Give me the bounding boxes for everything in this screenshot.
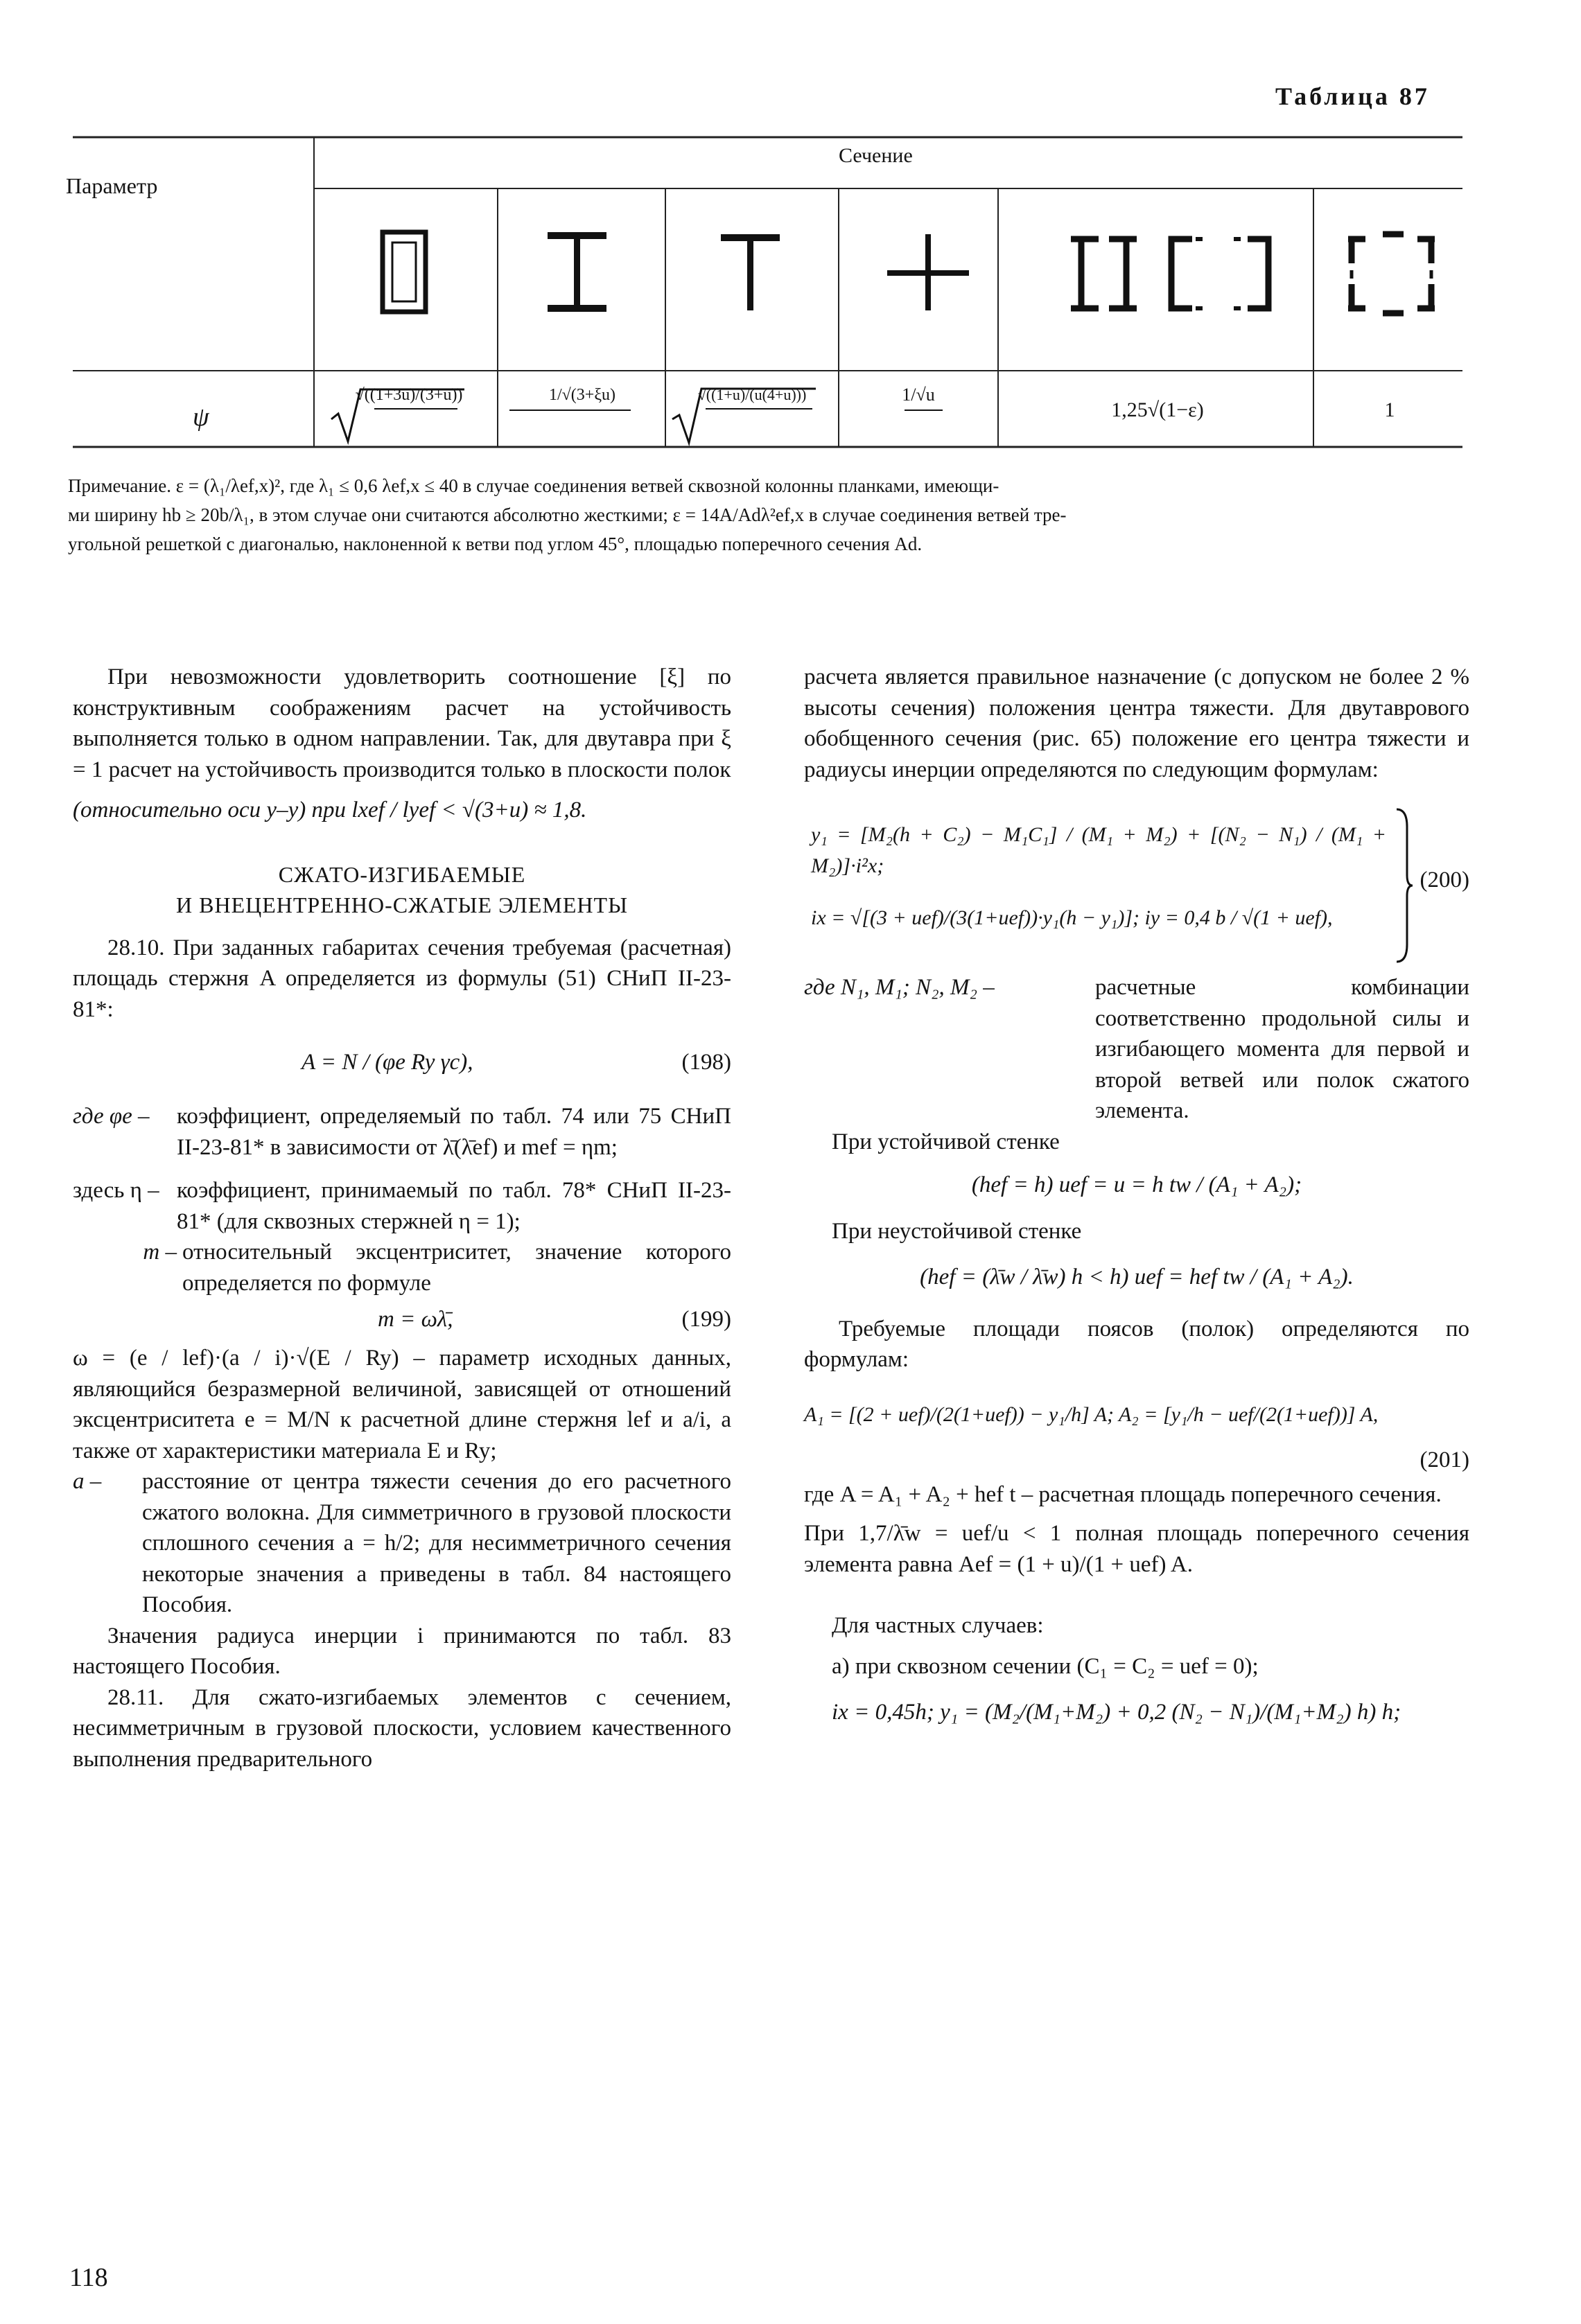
- double-channel-section-icon: [1071, 239, 1268, 308]
- table-note: [68, 471, 1489, 558]
- paragraph-28-10: 28.10. При заданных габаритах сечения требуемая (расчетная) площадь стержня A определяется из формулы (51) СНиП II-23-81*:: [73, 935, 731, 1022]
- definition-phi: [73, 1101, 731, 1163]
- i-beam-section-icon: [548, 232, 606, 312]
- definition-m: [73, 1237, 731, 1299]
- paragraph-28-11: 28.11. Для сжато-изгибаемых элементов с сечением, несимметричным в грузовой плоскости, условием качественного выполнения предварительного: [73, 1684, 731, 1772]
- unstable-web-label: При неустойчивой стенке: [832, 1218, 1082, 1244]
- right-paragraph-1: расчета является правильное назначение (с допуском не более 2 % высоты сечения) положения центра тяжести. Для двутаврового обобщенного сечения (рис. 65) положение его центра тяжести и радиусы инерции определяются по следующим формулам:: [804, 664, 1469, 782]
- definition-eta-key: здесь η –: [73, 1178, 159, 1203]
- effective-area-condition: При 1,7/λ̄w = uef/u < 1 полная площадь поперечного сечения элемента равна Aef = (1 + u)/(1 + uef) A.: [804, 1521, 1469, 1577]
- definition-forces-value: расчетные комбинации соответственно продольной силы и изгибающего момента для первой и второй ветвей или полок сжатого элемента.: [1095, 975, 1469, 1123]
- left-paragraph-radius: Значения радиуса инерции i принимаются по табл. 83 настоящего Пособия.: [73, 1623, 731, 1679]
- equation-199: [73, 1299, 731, 1343]
- psi-cell-channels: 1,25√(1−ε): [1111, 398, 1204, 421]
- equation-199-body: m = ωλ̄,: [378, 1307, 453, 1332]
- stable-web-label: При устойчивой стенке: [832, 1129, 1060, 1154]
- psi-cell-i-beam: 1/√(3+ξu): [548, 386, 616, 404]
- equation-198-number: (198): [681, 1050, 731, 1075]
- left-column: [73, 662, 731, 1775]
- psi-label: ψ: [193, 403, 209, 432]
- equation-201-number: (201): [1420, 1447, 1469, 1472]
- equation-200-number: (200): [1420, 868, 1469, 892]
- right-column: [804, 662, 1469, 1728]
- definition-eta-value: коэффициент, принимаемый по табл. 78* СНиП II-23-81* (для сквозных стержней η = 1);: [177, 1178, 731, 1234]
- flange-area-intro: Требуемые площади поясов (полок) определяются по формулам:: [804, 1316, 1469, 1372]
- psi-cell-box: √((1+3u)/(3+u)): [355, 386, 463, 404]
- box-section-icon: [383, 232, 426, 312]
- definition-m-key: m –: [143, 1240, 177, 1265]
- equation-199-number: (199): [681, 1307, 731, 1332]
- slenderness-formula: (относительно оси y–y) при lxef / lyef < √(3+u) ≈ 1,8.: [73, 798, 587, 822]
- stable-web-formula: (hef = h) uef = u = h tw / (A₁ + A₂);: [971, 1172, 1302, 1197]
- special-cases-label: Для частных случаев:: [832, 1613, 1044, 1638]
- unstable-web-formula: (hef = (λ̄w / λ̄w) h < h) uef = hef tw / (A₁ + A₂).: [920, 1265, 1354, 1289]
- laced-box-section-icon: [1348, 234, 1435, 313]
- definition-a: [73, 1466, 731, 1621]
- case-a-label: а) при сквозном сечении (C₁ = C₂ = uef = 0);: [832, 1653, 1259, 1679]
- section-heading-line-2: И ВНЕЦЕНТРЕННО-СЖАТЫЕ ЭЛЕМЕНТЫ: [176, 892, 628, 917]
- psi-cell-t-beam: √((1+u)/(u(4+u))): [697, 386, 807, 403]
- psi-cell-laced: 1: [1384, 398, 1395, 421]
- equation-201-body: A₁ = [(2 + uef)/(2(1+uef)) − y₁/h] A; A₂ = [y₁/h − uef/(2(1+uef))] A,: [804, 1402, 1379, 1426]
- definition-phi-key: где φe –: [73, 1104, 150, 1129]
- section-heading-line-1: СЖАТО-ИЗГИБАЕМЫЕ: [278, 861, 526, 887]
- total-area-definition: где A = A₁ + A₂ + hef t – расчетная площадь поперечного сечения.: [804, 1481, 1442, 1507]
- definition-forces-key: где N₁, M₁; N₂, M₂ –: [804, 975, 995, 1000]
- equation-200-line-2: ix = √[(3 + uef)/(3(1+uef))·y₁(h − y₁)]; iy = 0,4 b / √(1 + uef),: [811, 906, 1333, 929]
- definition-a-key: a –: [73, 1469, 102, 1494]
- t-beam-section-icon: [721, 234, 780, 310]
- equation-198-body: A = N / (φe Ry γc),: [302, 1050, 473, 1075]
- omega-definition: ω = (e / lef)·(a / i)·√(E / Ry) – параметр исходных данных, являющийся безразмерной величиной, зависящей от отношений эксцентриситета e = M/N к расчетной длине стержня lef и a/i, а также от характеристики материала E и Ry;: [73, 1346, 731, 1463]
- note-line-3: угольной решеткой с диагональю, наклоненной к ветви под углом 45°, площадью поперечного сечения Ad.: [68, 534, 923, 554]
- definition-a-value: расстояние от центра тяжести сечения до его расчетного сжатого волокна. Для симметричного в грузовой плоскости сплошного сечения a = h/2; для несимметричного сечения некоторые значения a приведены в табл. 84 настоящего Пособия.: [142, 1469, 731, 1617]
- case-a-formula: ix = 0,45h; y₁ = (M₂/(M₁+M₂) + 0,2 (N₂ − N₁)/(M₁+M₂) h) h;: [832, 1700, 1401, 1725]
- note-line-1: Примечание. ε = (λ₁/λef,x)², где λ₁ ≤ 0,6 λef,x ≤ 40 в случае соединения ветвей сквозной колонны планками, имеющи-: [68, 475, 999, 496]
- cross-section-icon: [887, 234, 969, 310]
- equation-201: [804, 1375, 1469, 1472]
- note-line-2: ми ширину hb ≥ 20b/λ₁, в этом случае они считаются абсолютно жесткими; ε = 14A/Adλ²ef,x в случае соединения ветвей тре-: [68, 504, 1067, 525]
- equation-198: [73, 1025, 731, 1101]
- definition-phi-value: коэффициент, определяемый по табл. 74 или 75 СНиП II-23-81* в зависимости от λ̄(λ̄ef) и mef = ηm;: [177, 1104, 731, 1160]
- definition-forces: [804, 972, 1469, 1127]
- left-paragraph-1: При невозможности удовлетворить соотношение [ξ] по конструктивным соображениям расчет на устойчивость выполняется только в одном направлении. Так, для двутавра при ξ = 1 расчет на устойчивость производится только в плоскости полок: [73, 664, 731, 782]
- definition-eta: [73, 1175, 731, 1237]
- definition-m-value: относительный эксцентриситет, значение которого определяется по формуле: [182, 1240, 731, 1296]
- table-title: Таблица 87: [1275, 82, 1430, 110]
- equation-200: [804, 799, 1469, 972]
- param-header: Параметр: [66, 173, 158, 198]
- equation-200-brace: [1393, 806, 1414, 965]
- psi-cell-cross: 1/√u: [902, 385, 935, 405]
- section-header: Сечение: [839, 144, 913, 167]
- page-number: 118: [69, 2263, 108, 2292]
- equation-200-line-1: y₁ = [M₂(h + C₂) − M₁C₁] / (M₁ + M₂) + [(N₂ − N₁) / (M₁ + M₂)]·i²x;: [811, 823, 1386, 877]
